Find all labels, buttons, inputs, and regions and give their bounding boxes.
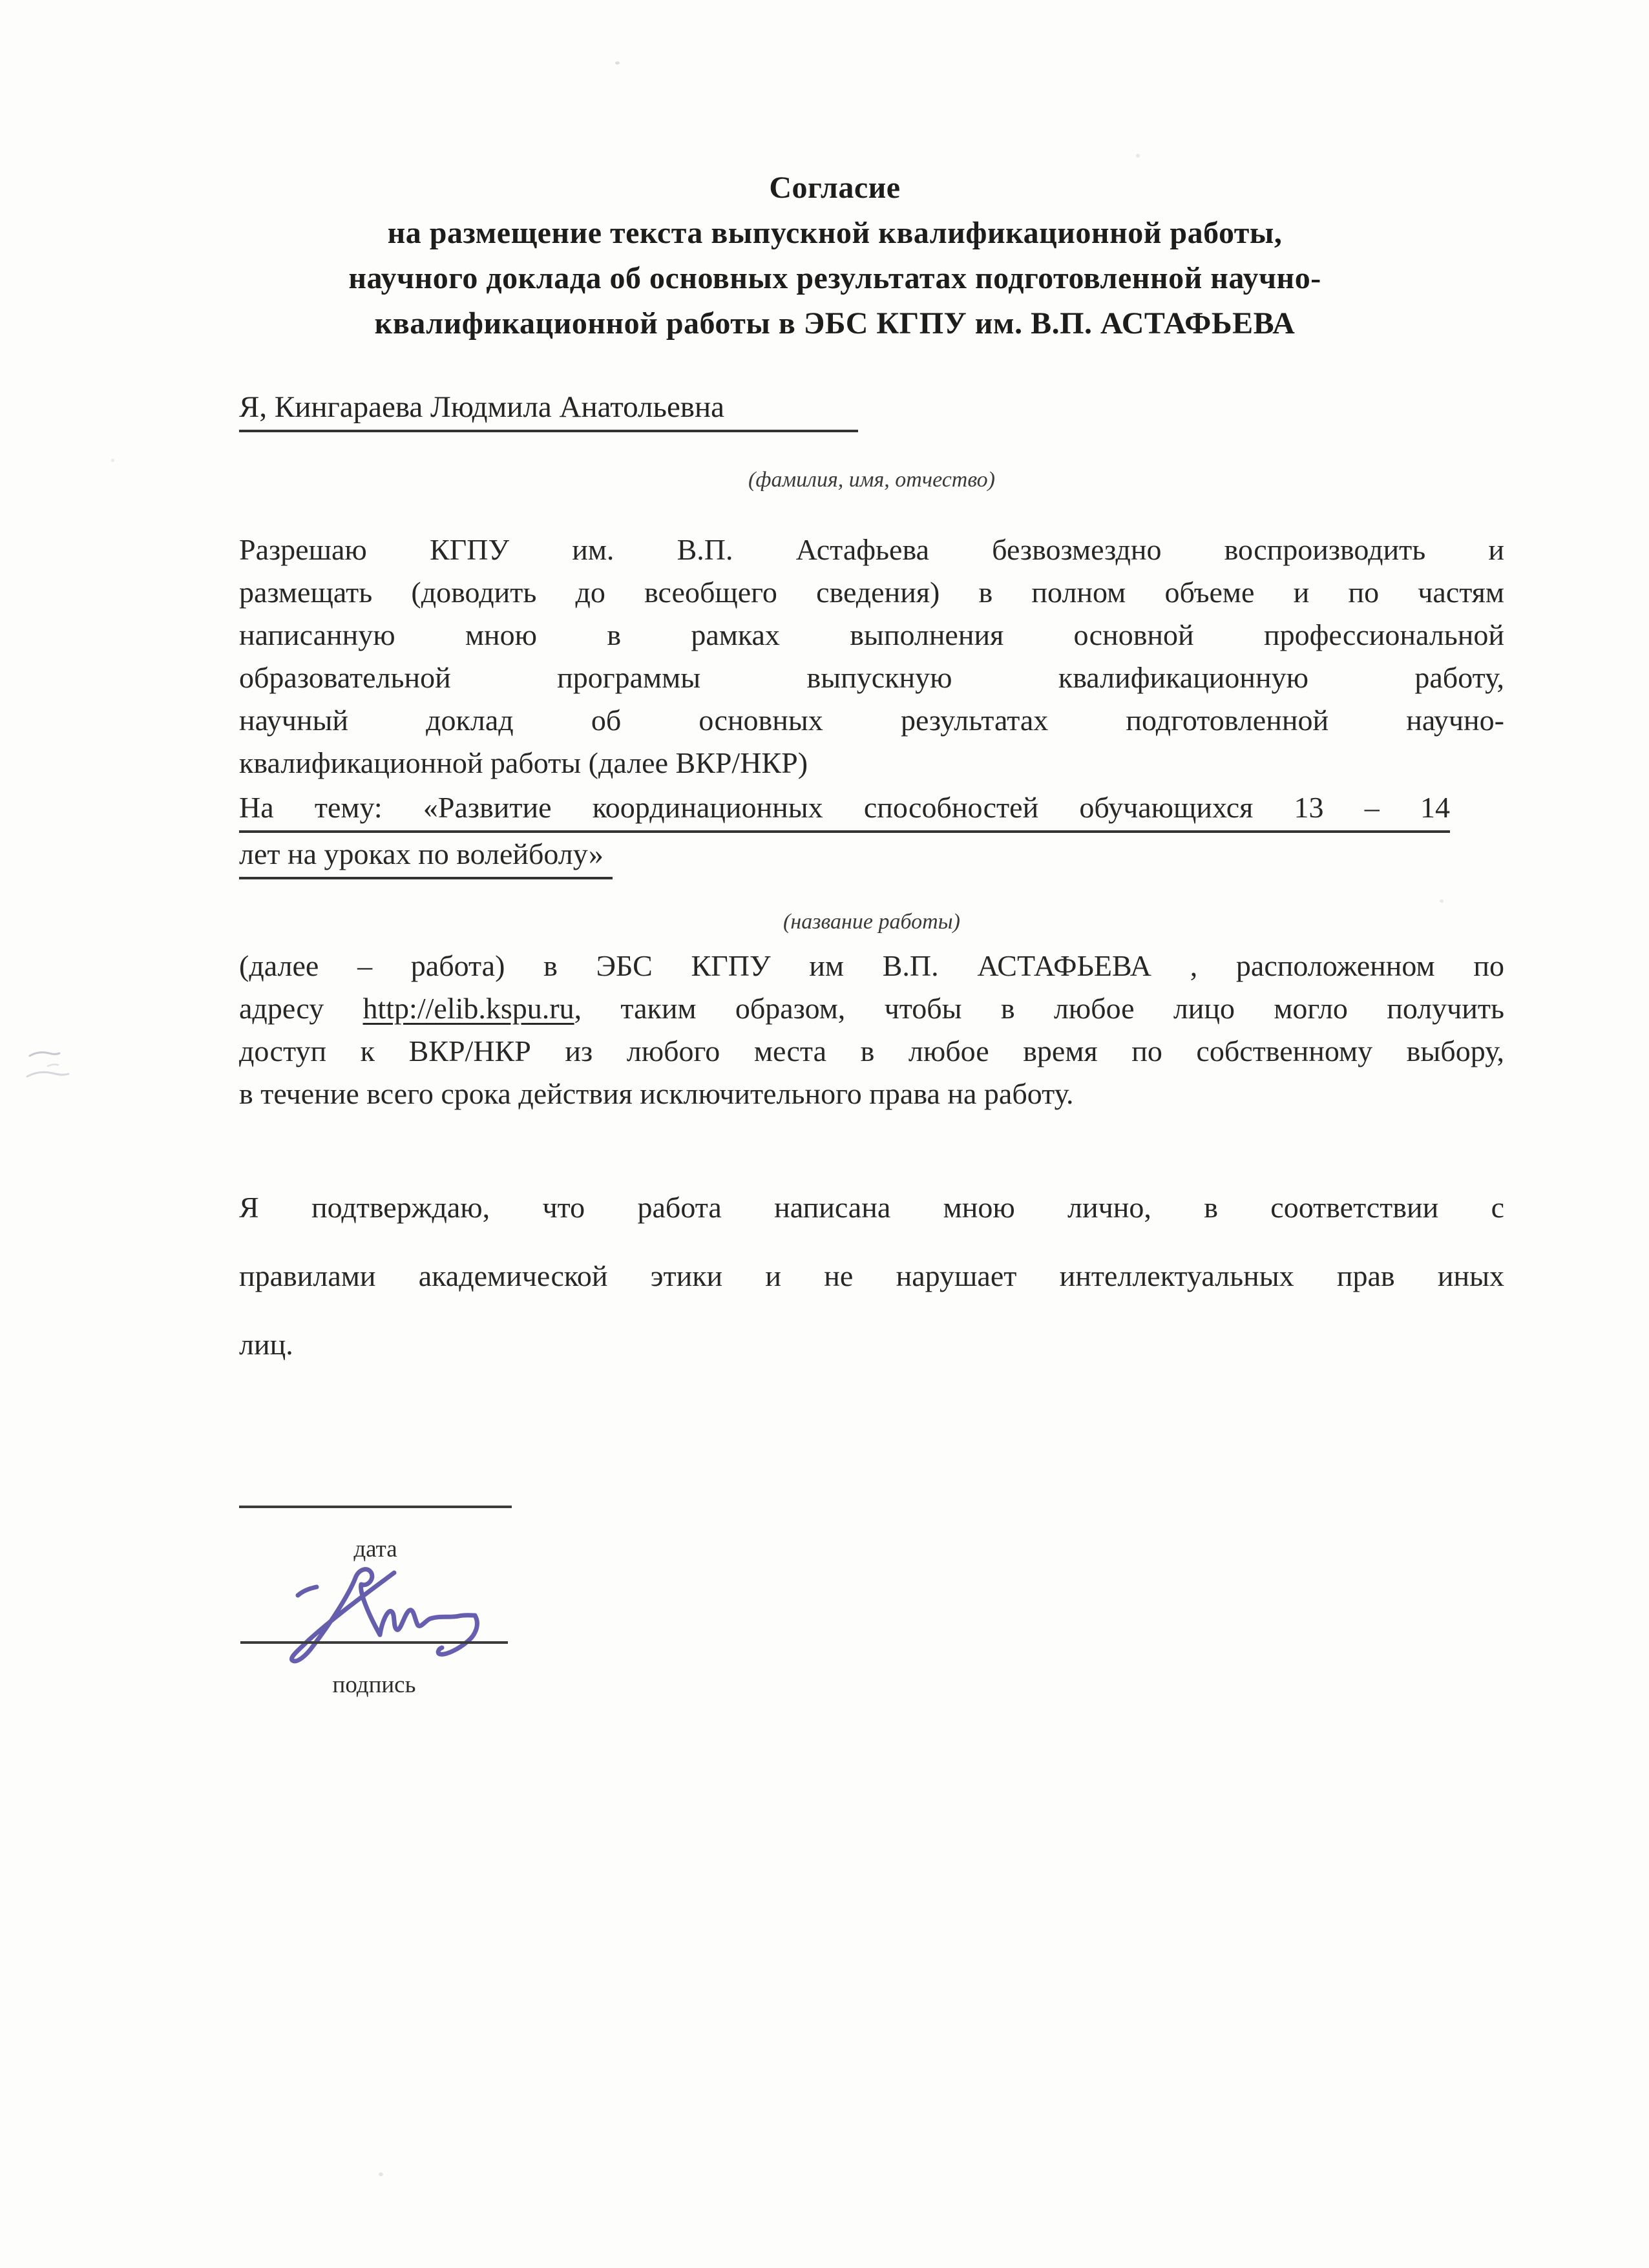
topic-line-1: На тему: «Развитие координационных способностей обучающихся 13 – 14 (239, 790, 1450, 833)
topic-line-2: лет на уроках по волейболу» (239, 836, 613, 879)
work-caption: (название работы) (783, 910, 960, 934)
permission-paragraph (239, 529, 1504, 784)
signature-label: подпись (332, 1672, 416, 1698)
title-line-2: на размещение текста выпускной квалификационной работы, (387, 216, 1283, 250)
title-line-4: квалификационной работы в ЭБС КГПУ им. В.П. АСТАФЬЕВА (374, 306, 1296, 341)
paragraph-line-with-link (239, 987, 1504, 1030)
scan-speck (1440, 899, 1444, 903)
scan-speck (615, 61, 620, 65)
title-line-1: Согласие (769, 171, 901, 205)
scan-speck (1136, 154, 1140, 158)
paragraph-line: правилами академической этики и не нарушает интеллектуальных прав иных (239, 1259, 1504, 1292)
paragraph-line: образовательной программы выпускную квалификационную работу, (239, 661, 1504, 694)
handwritten-signature (283, 1559, 496, 1665)
paragraph-line: (далее – работа) в ЭБС КГПУ им В.П. АСТАФЬЕВА , расположенном по (239, 949, 1504, 982)
elib-url-link: http://elib.kspu.ru (362, 992, 574, 1025)
title-line-3: научного доклада об основных результатах подготовленной научно- (348, 261, 1321, 295)
link-suffix-text: , таким образом, чтобы в любое лицо могло получить (574, 992, 1505, 1025)
date-label: дата (353, 1536, 397, 1562)
paragraph-line: Я подтверждаю, что работа написана мною лично, в соответствии с (239, 1191, 1504, 1224)
paragraph-line: квалификационной работы (далее ВКР/НКР) (239, 746, 808, 779)
paragraph-line: размещать (доводить до всеобщего сведения) в полном объеме и по частям (239, 576, 1504, 609)
access-paragraph (239, 945, 1504, 1115)
confirmation-paragraph (239, 1173, 1504, 1379)
paragraph-line: лиц. (239, 1328, 293, 1361)
signature-line (240, 1641, 508, 1644)
name-caption: (фамилия, имя, отчество) (748, 468, 995, 492)
signature-stroke (380, 1610, 477, 1655)
link-prefix-text: адресу (239, 992, 363, 1025)
scan-speck (379, 2172, 383, 2176)
document-title (169, 165, 1500, 346)
pencil-mark (26, 1047, 110, 1086)
paragraph-line: научный доклад об основных результатах подготовленной научно- (239, 704, 1504, 737)
paragraph-line: в течение всего срока действия исключительного права на работу. (239, 1077, 1074, 1110)
paragraph-line: Разрешаю КГПУ им. В.П. Астафьева безвозмездно воспроизводить и (239, 533, 1504, 566)
paragraph-line: написанную мною в рамках выполнения основной профессиональной (239, 618, 1504, 651)
scan-speck (111, 459, 114, 462)
signature-stroke (298, 1587, 317, 1595)
declarant-name: Я, Кингараева Людмила Анатольевна (239, 390, 858, 432)
date-line (239, 1506, 512, 1508)
paragraph-line: доступ к ВКР/НКР из любого места в любое время по собственному выбору, (239, 1034, 1504, 1067)
signature-stroke (291, 1570, 394, 1661)
